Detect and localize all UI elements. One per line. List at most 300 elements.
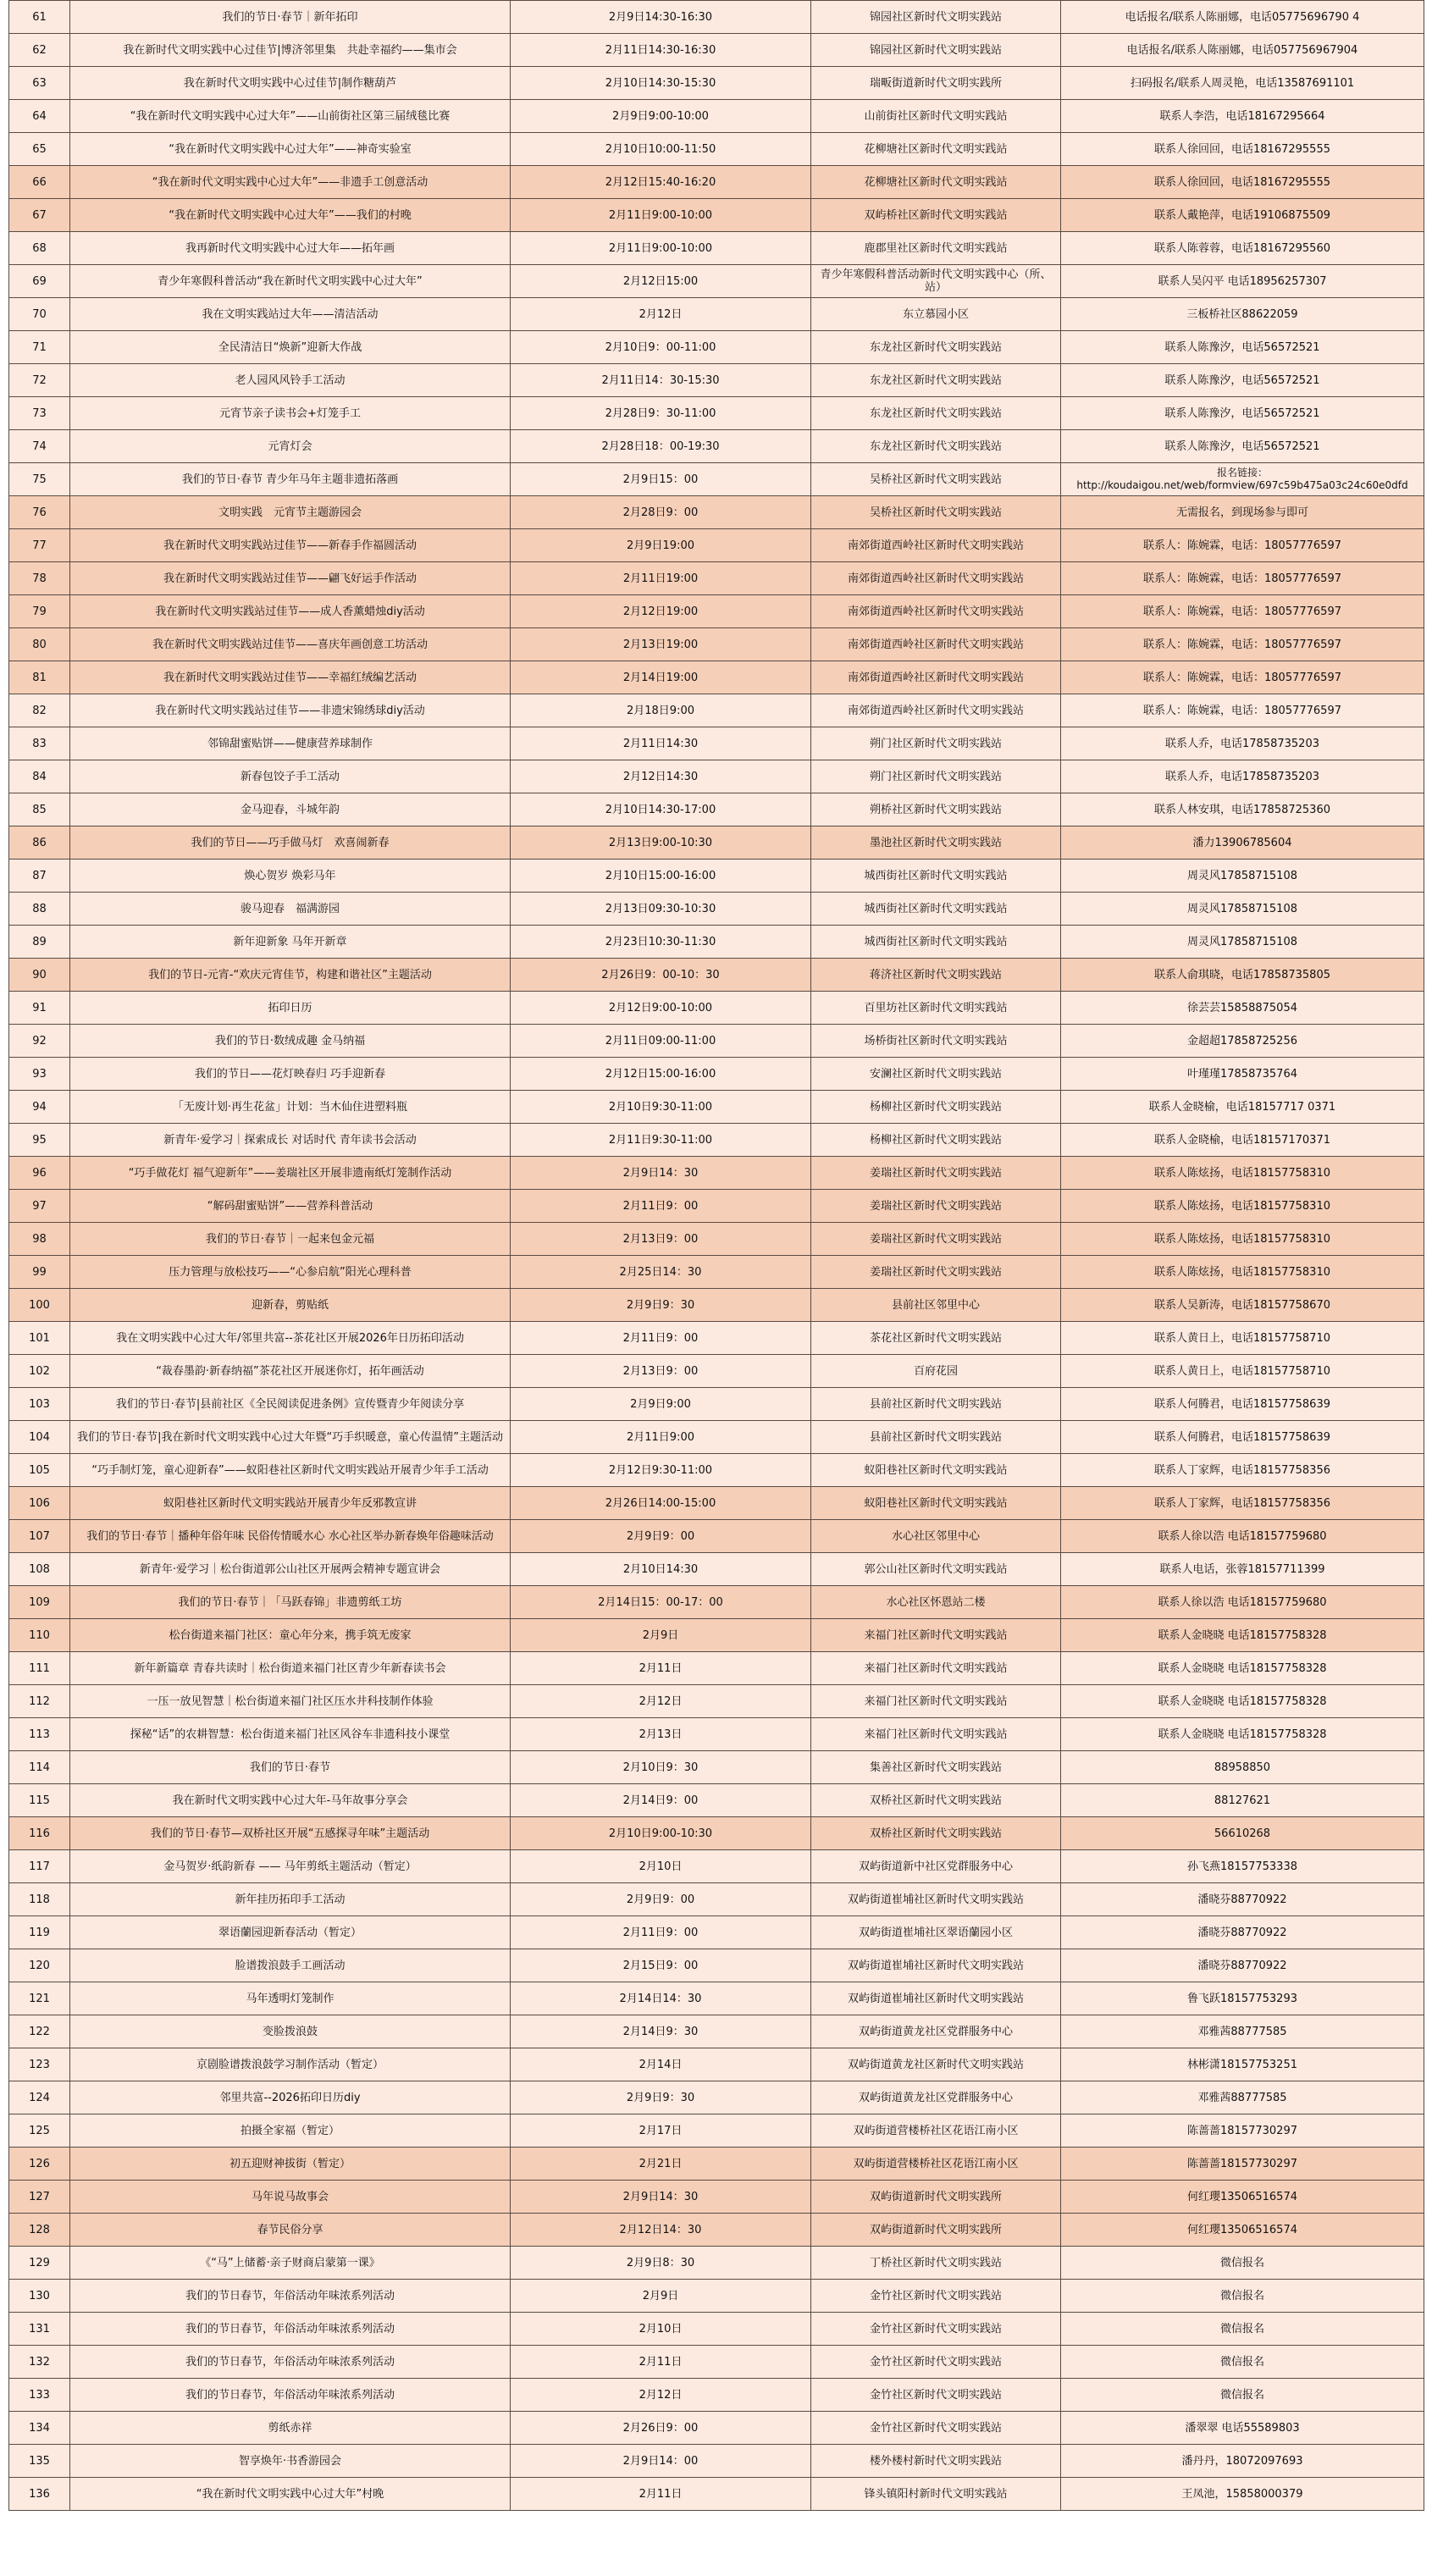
row-number-cell: 129 [9, 2247, 70, 2280]
row-number-cell: 134 [9, 2412, 70, 2445]
activity-location-cell: 双屿街道黄龙社区新时代文明实践站 [811, 2048, 1061, 2081]
row-number-cell: 93 [9, 1058, 70, 1091]
table-row [9, 1652, 1424, 1685]
activity-contact-cell: 56610268 [1061, 1817, 1424, 1850]
activity-contact-cell: 联系人俞琪晓，电话17858735805 [1061, 959, 1424, 992]
row-number-cell: 85 [9, 793, 70, 826]
table-row [9, 793, 1424, 826]
activity-location-cell: 双屿街道崔埔社区新时代文明实践站 [811, 1982, 1061, 2015]
activity-contact-cell: 潘晓芬88770922 [1061, 1916, 1424, 1949]
activity-time-cell: 2月14日15：00-17：00 [511, 1586, 811, 1619]
activity-time-cell: 2月11日9:00-10:00 [511, 199, 811, 232]
activity-title-cell: 邻里共富--2026拓印日历diy [70, 2081, 511, 2114]
row-number-cell: 95 [9, 1124, 70, 1157]
activity-location-cell: 花柳塘社区新时代文明实践站 [811, 133, 1061, 166]
activity-title-cell: 新青年·爱学习｜探索成长 对话时代 青年读书会活动 [70, 1124, 511, 1157]
row-number-cell: 113 [9, 1718, 70, 1751]
activity-time-cell: 2月13日9：00 [511, 1355, 811, 1388]
activity-location-cell: 双屿街道新时代文明实践所 [811, 2181, 1061, 2214]
row-number-cell: 64 [9, 100, 70, 133]
activity-title-cell: 新春包饺子手工活动 [70, 760, 511, 793]
table-row [9, 1388, 1424, 1421]
activity-contact-cell: 潘晓芬88770922 [1061, 1949, 1424, 1982]
table-row [9, 1784, 1424, 1817]
activity-time-cell: 2月9日 [511, 2280, 811, 2313]
table-row [9, 34, 1424, 67]
row-number-cell: 92 [9, 1025, 70, 1058]
activity-contact-cell: 徐芸芸15858875054 [1061, 992, 1424, 1025]
activity-time-cell: 2月14日9：30 [511, 2015, 811, 2048]
activity-time-cell: 2月9日19:00 [511, 529, 811, 562]
table-row [9, 430, 1424, 463]
table-row [9, 959, 1424, 992]
activity-contact-cell: 联系人金晓榆，电话18157717 0371 [1061, 1091, 1424, 1124]
table-row [9, 1520, 1424, 1553]
activity-location-cell: 金竹社区新时代文明实践站 [811, 2379, 1061, 2412]
activity-title-cell: 我们的节日春节，年俗活动年味浓系列活动 [70, 2379, 511, 2412]
activity-title-cell: 元宵节亲子读书会+灯笼手工 [70, 397, 511, 430]
row-number-cell: 89 [9, 926, 70, 959]
row-number-cell: 114 [9, 1751, 70, 1784]
activity-contact-cell: 联系人黄日上，电话18157758710 [1061, 1355, 1424, 1388]
activity-contact-cell: 88127621 [1061, 1784, 1424, 1817]
activity-title-cell: 我在新时代文明实践站过佳节——翩飞好运手作活动 [70, 562, 511, 595]
table-row [9, 496, 1424, 529]
activity-title-cell: 拍摄全家福（暂定） [70, 2114, 511, 2148]
activity-title-cell: 新年挂历拓印手工活动 [70, 1883, 511, 1916]
activity-location-cell: 城西街社区新时代文明实践站 [811, 893, 1061, 926]
activity-location-cell: 来福门社区新时代文明实践站 [811, 1652, 1061, 1685]
activity-location-cell: 瑞畈街道新时代文明实践所 [811, 67, 1061, 100]
activity-title-cell: 迎新春，剪贴纸 [70, 1289, 511, 1322]
activity-title-cell: 我们的节日·数绒成趣 金马纳福 [70, 1025, 511, 1058]
row-number-cell: 62 [9, 34, 70, 67]
activity-contact-cell: 微信报名 [1061, 2280, 1424, 2313]
activity-time-cell: 2月11日14:30-16:30 [511, 34, 811, 67]
activity-time-cell: 2月26日9：00 [511, 2412, 811, 2445]
table-row [9, 826, 1424, 860]
activity-contact-cell: 联系人何腾君，电话18157758639 [1061, 1388, 1424, 1421]
activity-time-cell: 2月11日9：00 [511, 1322, 811, 1355]
row-number-cell: 104 [9, 1421, 70, 1454]
activity-title-cell: 初五迎财神拔街（暂定） [70, 2148, 511, 2181]
activity-location-cell: 来福门社区新时代文明实践站 [811, 1619, 1061, 1652]
table-row [9, 463, 1424, 496]
table-row [9, 1949, 1424, 1982]
table-row [9, 1, 1424, 34]
activity-title-cell: 变脸拨浪鼓 [70, 2015, 511, 2048]
activity-title-cell: 我们的节日·春节｜一起来包金元福 [70, 1223, 511, 1256]
activity-title-cell: 我们的节日·春节｜「马跃春锦」非遗剪纸工坊 [70, 1586, 511, 1619]
activity-location-cell: 锦园社区新时代文明实践站 [811, 34, 1061, 67]
activity-location-cell: 双屿街道崔埔社区新时代文明实践站 [811, 1949, 1061, 1982]
activity-location-cell: 金竹社区新时代文明实践站 [811, 2346, 1061, 2379]
activity-title-cell: 我在新时代文明实践中心过佳节|博济邻里集 共赴幸福约——集市会 [70, 34, 511, 67]
activity-contact-cell: 联系人陈炫扬，电话18157758310 [1061, 1190, 1424, 1223]
table-row [9, 1751, 1424, 1784]
activity-location-cell: 双屿街道崔埔社区翠语蘭园小区 [811, 1916, 1061, 1949]
row-number-cell: 69 [9, 265, 70, 298]
table-row [9, 595, 1424, 628]
activity-time-cell: 2月12日14：30 [511, 2214, 811, 2247]
row-number-cell: 79 [9, 595, 70, 628]
activity-location-cell: 鹿郡里社区新时代文明实践站 [811, 232, 1061, 265]
activity-title-cell: 我们的节日春节，年俗活动年味浓系列活动 [70, 2280, 511, 2313]
table-row [9, 1817, 1424, 1850]
activity-title-cell: 我们的节日·春节|我在新时代文明实践中心过大年暨“巧手织暖意，童心传温情”主题活动 [70, 1421, 511, 1454]
activity-location-cell: 双桥社区新时代文明实践站 [811, 1784, 1061, 1817]
activity-contact-cell: 陈蔷蔷18157730297 [1061, 2148, 1424, 2181]
activity-contact-cell: 电话报名/联系人陈丽娜，电话05775696790 4 [1061, 1, 1424, 34]
activity-time-cell: 2月10日15:00-16:00 [511, 860, 811, 893]
activity-location-cell: 东立慕园小区 [811, 298, 1061, 331]
row-number-cell: 86 [9, 826, 70, 860]
activity-title-cell: “裁春墨韵·新春纳福”茶花社区开展迷你灯，拓年画活动 [70, 1355, 511, 1388]
activity-contact-cell: 联系人徐回回，电话18167295555 [1061, 133, 1424, 166]
activity-time-cell: 2月15日9：00 [511, 1949, 811, 1982]
table-row [9, 199, 1424, 232]
activity-contact-cell: 何红瓔13506516574 [1061, 2181, 1424, 2214]
row-number-cell: 130 [9, 2280, 70, 2313]
activity-contact-cell: 叶瑾瑾17858735764 [1061, 1058, 1424, 1091]
row-number-cell: 128 [9, 2214, 70, 2247]
row-number-cell: 97 [9, 1190, 70, 1223]
activity-location-cell: 金竹社区新时代文明实践站 [811, 2412, 1061, 2445]
table-row [9, 529, 1424, 562]
activity-time-cell: 2月9日14：30 [511, 1157, 811, 1190]
activity-time-cell: 2月12日9:00-10:00 [511, 992, 811, 1025]
activity-time-cell: 2月9日9：00 [511, 1883, 811, 1916]
activity-location-cell: 双桥社区新时代文明实践站 [811, 1817, 1061, 1850]
activity-location-cell: 百府花园 [811, 1355, 1061, 1388]
table-row [9, 2280, 1424, 2313]
activity-title-cell: 邻锦甜蜜贴饼——健康营养球制作 [70, 727, 511, 760]
activity-location-cell: 东龙社区新时代文明实践站 [811, 397, 1061, 430]
activity-time-cell: 2月9日9:00 [511, 1388, 811, 1421]
activity-location-cell: 金竹社区新时代文明实践站 [811, 2280, 1061, 2313]
activity-contact-cell: 联系人陈豫汐，电话56572521 [1061, 331, 1424, 364]
table-row [9, 2346, 1424, 2379]
activity-location-cell: 水心社区怀恩站二楼 [811, 1586, 1061, 1619]
activity-title-cell: 我们的节日·春节｜新年拓印 [70, 1, 511, 34]
table-row [9, 2478, 1424, 2511]
activity-contact-cell: 无需报名，到现场参与即可 [1061, 496, 1424, 529]
activity-title-cell: 全民清洁日“焕新”迎新大作战 [70, 331, 511, 364]
activity-location-cell: 南郊街道西岭社区新时代文明实践站 [811, 529, 1061, 562]
activity-contact-cell: 周灵风17858715108 [1061, 893, 1424, 926]
activity-time-cell: 2月9日9：30 [511, 2081, 811, 2114]
table-row [9, 1586, 1424, 1619]
activity-location-cell: 姜瑞社区新时代文明实践站 [811, 1256, 1061, 1289]
row-number-cell: 66 [9, 166, 70, 199]
activity-time-cell: 2月10日9：30 [511, 1751, 811, 1784]
activity-time-cell: 2月28日18：00-19:30 [511, 430, 811, 463]
activity-title-cell: 探秘“话”的农耕智慧：松台街道来福门社区风谷车非遗科技小课堂 [70, 1718, 511, 1751]
activity-time-cell: 2月13日09:30-10:30 [511, 893, 811, 926]
activity-location-cell: 丁桥社区新时代文明实践站 [811, 2247, 1061, 2280]
activity-title-cell: 马年说马故事会 [70, 2181, 511, 2214]
activity-title-cell: 我在新时代文明实践站过佳节——成人香薰蜡烛diy活动 [70, 595, 511, 628]
row-number-cell: 70 [9, 298, 70, 331]
activity-time-cell: 2月10日14:30-15:30 [511, 67, 811, 100]
table-row [9, 1454, 1424, 1487]
activity-time-cell: 2月12日14:30 [511, 760, 811, 793]
activity-location-cell: 山前街社区新时代文明实践站 [811, 100, 1061, 133]
activity-location-cell: 双屿街道营楼桥社区花语江南小区 [811, 2148, 1061, 2181]
activity-title-cell: 「无废计划·再生花盆」计划：当木仙住进塑料瓶 [70, 1091, 511, 1124]
row-number-cell: 124 [9, 2081, 70, 2114]
activity-time-cell: 2月11日 [511, 2346, 811, 2379]
activity-location-cell: 南郊街道西岭社区新时代文明实践站 [811, 628, 1061, 661]
table-row [9, 1850, 1424, 1883]
activity-title-cell: “巧手做花灯 福气迎新年”——姜瑞社区开展非遗南纸灯笼制作活动 [70, 1157, 511, 1190]
activity-location-cell: 东龙社区新时代文明实践站 [811, 364, 1061, 397]
activity-contact-cell: 王凤池，15858000379 [1061, 2478, 1424, 2511]
row-number-cell: 67 [9, 199, 70, 232]
activity-time-cell: 2月28日9：30-11:00 [511, 397, 811, 430]
activity-location-cell: 蚁阳巷社区新时代文明实践站 [811, 1454, 1061, 1487]
table-row [9, 694, 1424, 727]
activity-time-cell: 2月28日9：00 [511, 496, 811, 529]
activity-contact-cell: 联系人戴艳萍，电话19106875509 [1061, 199, 1424, 232]
activity-contact-cell: 联系人电话，张蓉18157711399 [1061, 1553, 1424, 1586]
row-number-cell: 94 [9, 1091, 70, 1124]
activity-time-cell: 2月10日 [511, 2313, 811, 2346]
activity-title-cell: “我在新时代文明实践中心过大年”——山前街社区第三届绒毯比赛 [70, 100, 511, 133]
activity-title-cell: 元宵灯会 [70, 430, 511, 463]
table-row [9, 2148, 1424, 2181]
activity-time-cell: 2月11日9：00 [511, 1916, 811, 1949]
activity-contact-cell: 联系人金晓晓 电话18157758328 [1061, 1685, 1424, 1718]
activity-contact-cell: 联系人李浩，电话18167295664 [1061, 100, 1424, 133]
activity-location-cell: 城西街社区新时代文明实践站 [811, 860, 1061, 893]
row-number-cell: 118 [9, 1883, 70, 1916]
activity-time-cell: 2月12日19:00 [511, 595, 811, 628]
activity-time-cell: 2月9日8：30 [511, 2247, 811, 2280]
table-row [9, 364, 1424, 397]
activity-contact-cell: 联系人：陈婉霖，电话：18057776597 [1061, 661, 1424, 694]
activity-time-cell: 2月13日19:00 [511, 628, 811, 661]
activity-time-cell: 2月10日14:30 [511, 1553, 811, 1586]
table-row [9, 2048, 1424, 2081]
row-number-cell: 116 [9, 1817, 70, 1850]
table-row [9, 1190, 1424, 1223]
activity-time-cell: 2月13日9:00-10:30 [511, 826, 811, 860]
row-number-cell: 77 [9, 529, 70, 562]
row-number-cell: 83 [9, 727, 70, 760]
activity-time-cell: 2月9日14：00 [511, 2445, 811, 2478]
activity-title-cell: 京剧脸谱拨浪鼓学习制作活动（暂定） [70, 2048, 511, 2081]
activity-title-cell: “巧手制灯笼，童心迎新春”——蚁阳巷社区新时代文明实践站开展青少年手工活动 [70, 1454, 511, 1487]
activity-contact-cell: 联系人：陈婉霖，电话：18057776597 [1061, 562, 1424, 595]
activity-location-cell: 金竹社区新时代文明实践站 [811, 2313, 1061, 2346]
activity-contact-cell: 联系人丁家辉，电话18157758356 [1061, 1487, 1424, 1520]
activity-location-cell: 朔门社区新时代文明实践站 [811, 760, 1061, 793]
activity-title-cell: “我在新时代文明实践中心过大年”——神奇实验室 [70, 133, 511, 166]
activity-title-cell: 我在新时代文明实践站过佳节——新春手作福圆活动 [70, 529, 511, 562]
row-number-cell: 76 [9, 496, 70, 529]
activity-title-cell: 我在文明实践站过大年——清洁活动 [70, 298, 511, 331]
activity-contact-cell: 联系人金晓晓 电话18157758328 [1061, 1652, 1424, 1685]
activity-contact-cell: 联系人：陈婉霖，电话：18057776597 [1061, 529, 1424, 562]
activity-time-cell: 2月9日9:00-10:00 [511, 100, 811, 133]
activity-location-cell: 南郊街道西岭社区新时代文明实践站 [811, 562, 1061, 595]
activity-title-cell: 新青年·爱学习｜松台街道郭公山社区开展两会精神专题宣讲会 [70, 1553, 511, 1586]
activity-contact-cell: 邓雅茜88777585 [1061, 2015, 1424, 2048]
activity-title-cell: 剪纸赤祥 [70, 2412, 511, 2445]
row-number-cell: 126 [9, 2148, 70, 2181]
row-number-cell: 123 [9, 2048, 70, 2081]
activity-contact-cell: 周灵风17858715108 [1061, 926, 1424, 959]
row-number-cell: 63 [9, 67, 70, 100]
activity-contact-cell: 联系人吴闪平 电话18956257307 [1061, 265, 1424, 298]
activity-title-cell: 我在新时代文明实践站过佳节——幸福红绒编艺活动 [70, 661, 511, 694]
activity-location-cell: 东龙社区新时代文明实践站 [811, 331, 1061, 364]
activity-location-cell: 南郊街道西岭社区新时代文明实践站 [811, 694, 1061, 727]
activity-contact-cell: 联系人徐以浩 电话18157759680 [1061, 1520, 1424, 1553]
activity-contact-cell: 联系人陈炫扬，电话18157758310 [1061, 1223, 1424, 1256]
table-row [9, 992, 1424, 1025]
activity-location-cell: 双屿街道黄龙社区党群服务中心 [811, 2081, 1061, 2114]
table-row [9, 1091, 1424, 1124]
row-number-cell: 106 [9, 1487, 70, 1520]
activity-contact-cell: 联系人金晓晓 电话18157758328 [1061, 1619, 1424, 1652]
activity-title-cell: 文明实践 元宵节主题游园会 [70, 496, 511, 529]
activity-location-cell: 双屿街道黄龙社区党群服务中心 [811, 2015, 1061, 2048]
activity-location-cell: 双屿街道崔埔社区新时代文明实践站 [811, 1883, 1061, 1916]
row-number-cell: 61 [9, 1, 70, 34]
activity-location-cell: 姜瑞社区新时代文明实践站 [811, 1190, 1061, 1223]
activity-title-cell: 焕心贺岁 焕彩马年 [70, 860, 511, 893]
row-number-cell: 119 [9, 1916, 70, 1949]
activity-time-cell: 2月11日9:00 [511, 1421, 811, 1454]
activity-title-cell: “解码甜蜜贴饼”——营养科普活动 [70, 1190, 511, 1223]
activity-title-cell: 我再新时代文明实践中心过大年——拓年画 [70, 232, 511, 265]
activity-contact-cell: 潘晓芬88770922 [1061, 1883, 1424, 1916]
table-row [9, 926, 1424, 959]
activity-title-cell: 拓印日历 [70, 992, 511, 1025]
row-number-cell: 81 [9, 661, 70, 694]
activity-table-body [9, 1, 1424, 2511]
activity-title-cell: 青少年寒假科普活动“我在新时代文明实践中心过大年” [70, 265, 511, 298]
row-number-cell: 80 [9, 628, 70, 661]
activity-time-cell: 2月26日14:00-15:00 [511, 1487, 811, 1520]
row-number-cell: 71 [9, 331, 70, 364]
activity-location-cell: 朔桥社区新时代文明实践站 [811, 793, 1061, 826]
activity-title-cell: 我们的节日-元宵-“欢庆元宵佳节，构建和谐社区”主题活动 [70, 959, 511, 992]
activity-time-cell: 2月11日09:00-11:00 [511, 1025, 811, 1058]
activity-location-cell: 郭公山社区新时代文明实践站 [811, 1553, 1061, 1586]
table-row [9, 760, 1424, 793]
activity-location-cell: 青少年寒假科普活动新时代文明实践中心（所、站） [811, 265, 1061, 298]
activity-location-cell: 吴桥社区新时代文明实践站 [811, 496, 1061, 529]
row-number-cell: 99 [9, 1256, 70, 1289]
row-number-cell: 105 [9, 1454, 70, 1487]
activity-location-cell: 锦园社区新时代文明实践站 [811, 1, 1061, 34]
activity-time-cell: 2月11日14：30-15:30 [511, 364, 811, 397]
activity-location-cell: 杨柳社区新时代文明实践站 [811, 1124, 1061, 1157]
activity-time-cell: 2月9日14:30-16:30 [511, 1, 811, 34]
activity-location-cell: 茶花社区新时代文明实践站 [811, 1322, 1061, 1355]
activity-time-cell: 2月12日 [511, 298, 811, 331]
activity-time-cell: 2月9日15：00 [511, 463, 811, 496]
activity-location-cell: 锋头镇阳村新时代文明实践站 [811, 2478, 1061, 2511]
activity-time-cell: 2月14日19:00 [511, 661, 811, 694]
activity-title-cell: “我在新时代文明实践中心过大年”——我们的村晚 [70, 199, 511, 232]
activity-time-cell: 2月10日14:30-17:00 [511, 793, 811, 826]
table-row [9, 1256, 1424, 1289]
activity-time-cell: 2月12日15:00 [511, 265, 811, 298]
activity-title-cell: 蚁阳巷社区新时代文明实践站开展青少年反邪教宣讲 [70, 1487, 511, 1520]
table-row [9, 1157, 1424, 1190]
table-row [9, 2081, 1424, 2114]
row-number-cell: 65 [9, 133, 70, 166]
activity-title-cell: 我们的节日·春节|县前社区《全民阅读促进条例》宣传暨青少年阅读分享 [70, 1388, 511, 1421]
activity-title-cell: 马年透明灯笼制作 [70, 1982, 511, 2015]
activity-location-cell: 安澜社区新时代文明实践站 [811, 1058, 1061, 1091]
table-row [9, 298, 1424, 331]
table-row [9, 562, 1424, 595]
activity-contact-cell: 扫码报名/联系人周灵艳，电话13587691101 [1061, 67, 1424, 100]
table-row [9, 1289, 1424, 1322]
table-row [9, 331, 1424, 364]
activity-time-cell: 2月12日15:40-16:20 [511, 166, 811, 199]
row-number-cell: 122 [9, 2015, 70, 2048]
row-number-cell: 127 [9, 2181, 70, 2214]
activity-contact-cell: 联系人丁家辉，电话18157758356 [1061, 1454, 1424, 1487]
activity-title-cell: 我们的节日·春节 青少年马年主题非遗拓落画 [70, 463, 511, 496]
activity-contact-cell: 电话报名/联系人陈丽娜，电话057756967904 [1061, 34, 1424, 67]
activity-contact-cell: 潘翠翠 电话55589803 [1061, 2412, 1424, 2445]
table-row [9, 1553, 1424, 1586]
activity-contact-cell: 陈蔷蔷18157730297 [1061, 2114, 1424, 2148]
activity-time-cell: 2月12日9:30-11:00 [511, 1454, 811, 1487]
row-number-cell: 96 [9, 1157, 70, 1190]
activity-title-cell: “我在新时代文明实践中心过大年”村晚 [70, 2478, 511, 2511]
table-row [9, 2379, 1424, 2412]
row-number-cell: 88 [9, 893, 70, 926]
table-row [9, 1487, 1424, 1520]
activity-time-cell: 2月12日15:00-16:00 [511, 1058, 811, 1091]
activity-time-cell: 2月11日9:00-10:00 [511, 232, 811, 265]
activity-time-cell: 2月10日9：00-11:00 [511, 331, 811, 364]
activity-title-cell: 我在新时代文明实践站过佳节——喜庆年画创意工坊活动 [70, 628, 511, 661]
row-number-cell: 98 [9, 1223, 70, 1256]
row-number-cell: 125 [9, 2114, 70, 2148]
table-row [9, 1355, 1424, 1388]
activity-location-cell: 姜瑞社区新时代文明实践站 [811, 1157, 1061, 1190]
activity-time-cell: 2月23日10:30-11:30 [511, 926, 811, 959]
row-number-cell: 111 [9, 1652, 70, 1685]
activity-contact-cell: 联系人陈豫汐，电话56572521 [1061, 397, 1424, 430]
activity-time-cell: 2月21日 [511, 2148, 811, 2181]
activity-time-cell: 2月14日9：00 [511, 1784, 811, 1817]
table-row [9, 2015, 1424, 2048]
row-number-cell: 75 [9, 463, 70, 496]
activity-time-cell: 2月10日 [511, 1850, 811, 1883]
row-number-cell: 108 [9, 1553, 70, 1586]
activity-location-cell: 双屿街道新时代文明实践所 [811, 2214, 1061, 2247]
activity-contact-cell: 88958850 [1061, 1751, 1424, 1784]
activity-location-cell: 楼外楼村新时代文明实践站 [811, 2445, 1061, 2478]
activity-location-cell: 双屿桥社区新时代文明实践站 [811, 199, 1061, 232]
activity-title-cell: 压力管理与放松技巧——“心参启航”阳光心理科普 [70, 1256, 511, 1289]
activity-contact-cell: 联系人陈炫扬，电话18157758310 [1061, 1256, 1424, 1289]
activity-location-cell: 县前社区新时代文明实践站 [811, 1421, 1061, 1454]
activity-time-cell: 2月9日9：30 [511, 1289, 811, 1322]
table-row [9, 1058, 1424, 1091]
activity-contact-cell: 联系人林安琪，电话17858725360 [1061, 793, 1424, 826]
